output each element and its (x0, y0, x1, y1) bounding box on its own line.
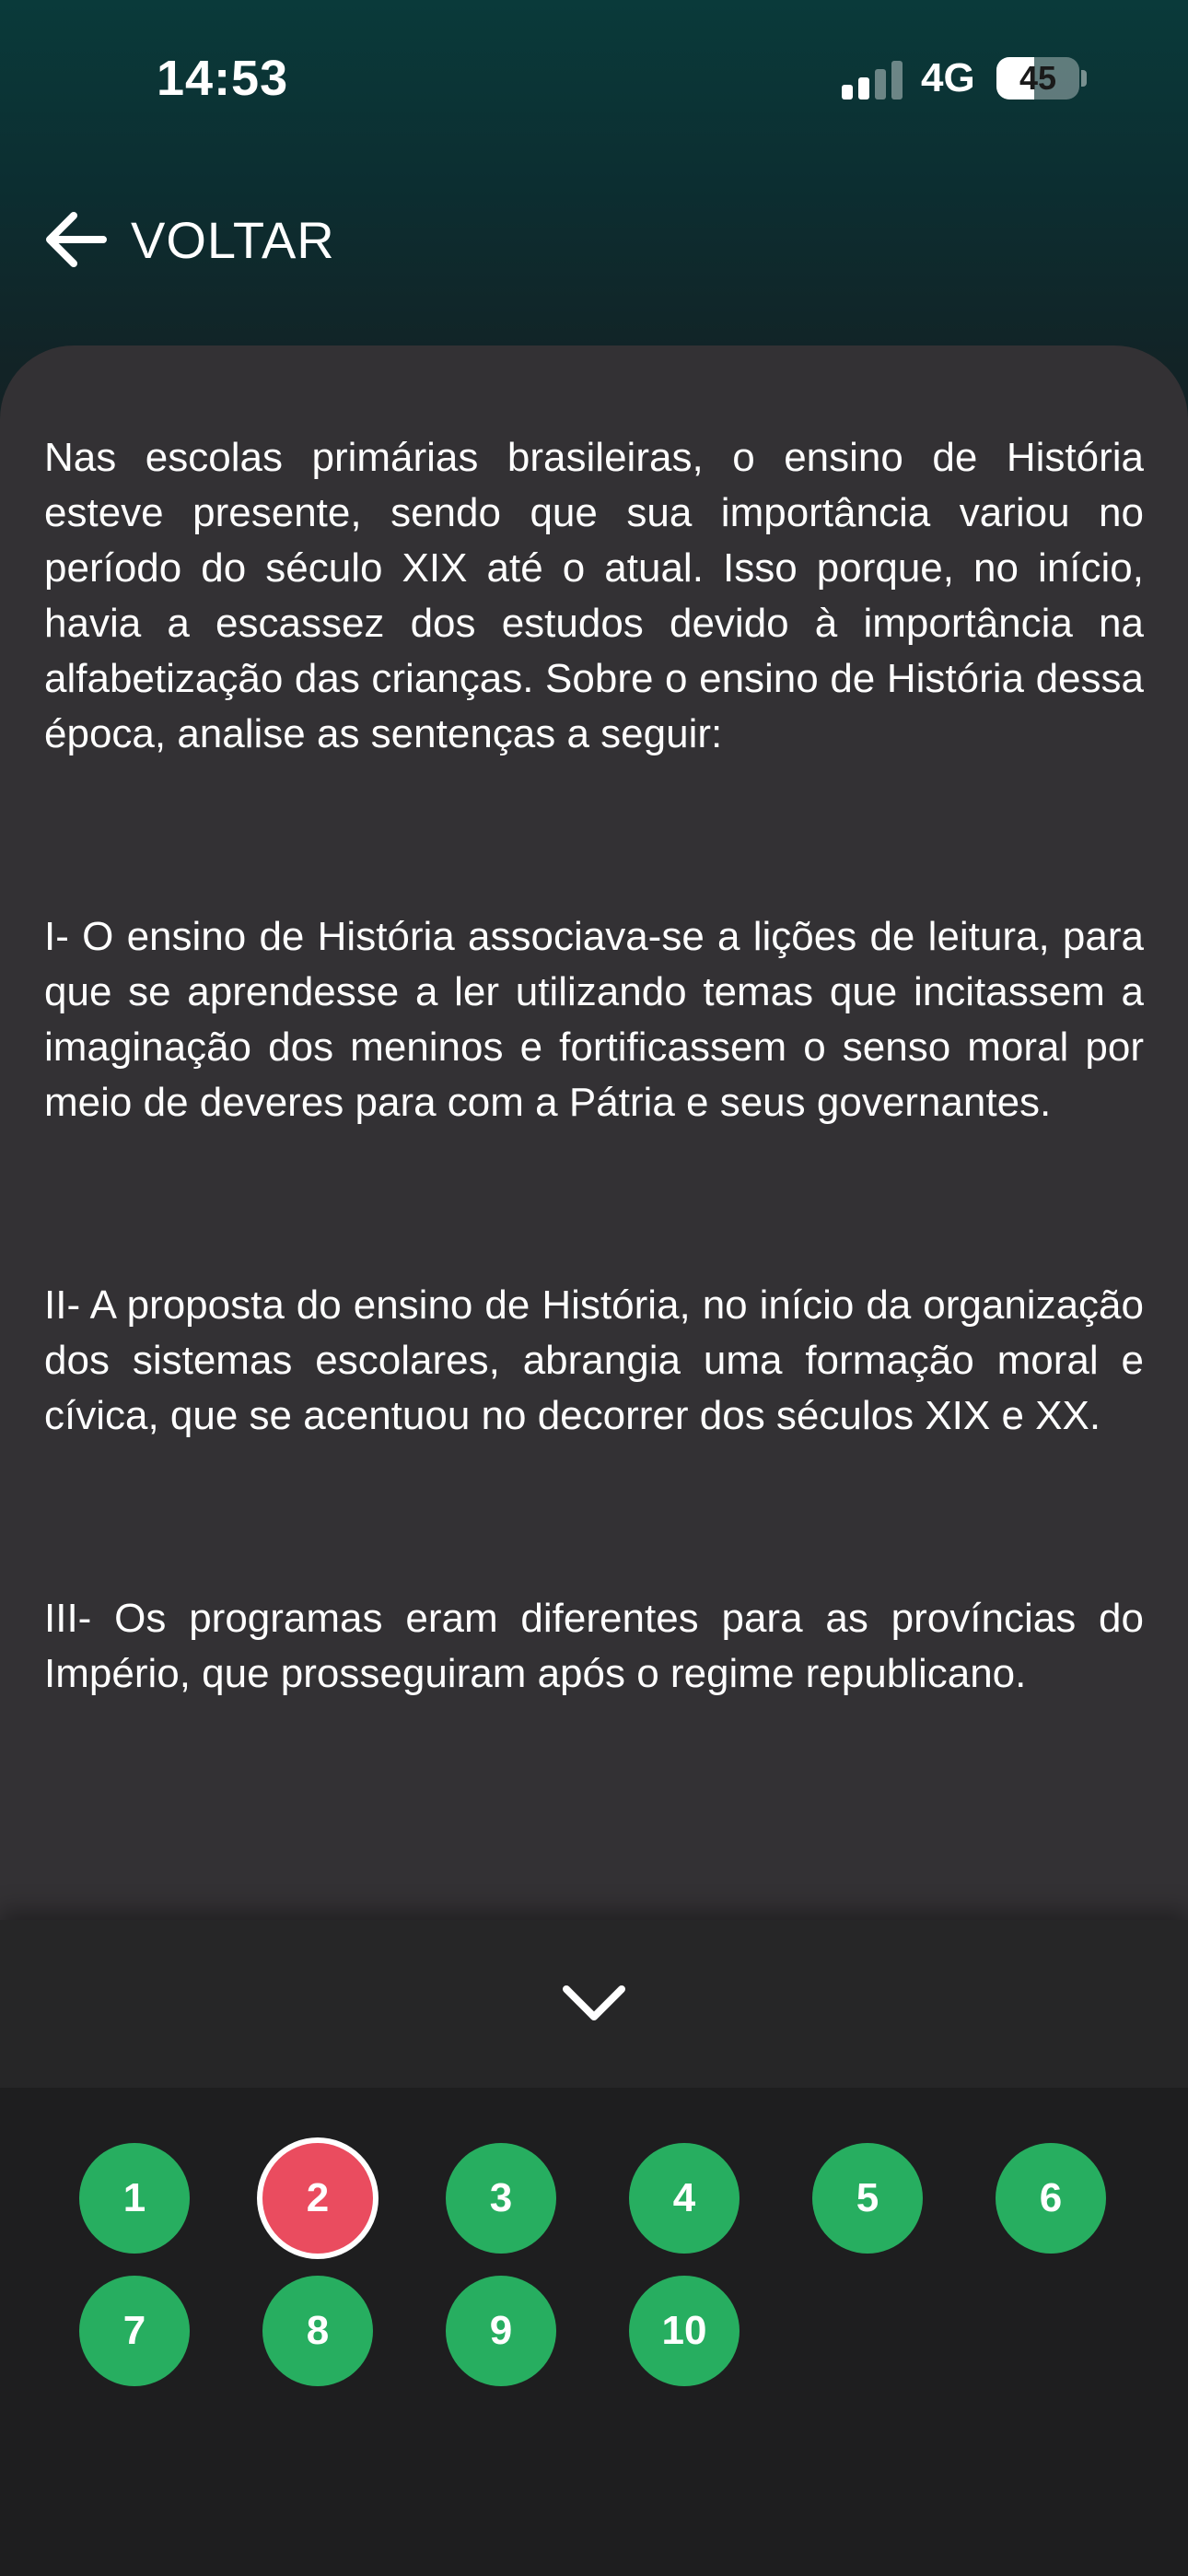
question-card (0, 345, 1188, 1930)
chevron-down-icon (557, 1978, 631, 2030)
question-button-4[interactable]: 4 (629, 2143, 740, 2254)
collapse-button[interactable] (0, 1920, 1188, 2088)
status-time: 14:53 (157, 51, 289, 106)
question-navigation (0, 2088, 1188, 2576)
battery-level: 45 (1019, 59, 1057, 97)
question-button-5[interactable]: 5 (812, 2143, 923, 2254)
question-button-10[interactable]: 10 (629, 2276, 740, 2386)
sentence-ii: II- A proposta do ensino de História, no início da organização dos sistemas escolares, abrangia uma formação moral e cívica, que se acentuou no decorrer dos séculos XIX e XX. (44, 1282, 1144, 1438)
back-button[interactable] (41, 203, 335, 276)
question-button-9[interactable]: 9 (446, 2276, 556, 2386)
network-label: 4G (921, 55, 975, 100)
question-text (44, 430, 1144, 1702)
signal-icon (842, 61, 904, 100)
question-button-1[interactable]: 1 (79, 2143, 190, 2254)
battery-icon (996, 57, 1079, 100)
back-label: VOLTAR (131, 210, 335, 269)
question-statement: Nas escolas primárias brasileiras, o ensino de História esteve presente, sendo que sua importância variou no período do século XIX até o atual. Isso porque, no início, havia a escassez dos estudos devido à importância na alfabetização das crianças. Sobre o ensino de História dessa época, analise as sentenças a seguir: (44, 435, 1144, 756)
arrow-left-icon (41, 205, 111, 275)
question-button-8[interactable]: 8 (262, 2276, 373, 2386)
question-grid (79, 2143, 1111, 2386)
question-button-7[interactable]: 7 (79, 2276, 190, 2386)
question-button-6[interactable]: 6 (996, 2143, 1106, 2254)
battery-tip (1081, 70, 1087, 87)
question-button-3[interactable]: 3 (446, 2143, 556, 2254)
status-bar (0, 0, 1188, 166)
sentence-i: I- O ensino de História associava-se a lições de leitura, para que se aprendesse a ler utilizando temas que incitassem a imaginação dos meninos e fortificassem o senso moral por meio de deveres para com a Pátria e seus governantes. (44, 914, 1144, 1125)
sentence-iii: III- Os programas eram diferentes para as províncias do Império, que prosseguiram após o regime republicano. (44, 1596, 1144, 1696)
question-button-2[interactable]: 2 (262, 2143, 373, 2254)
